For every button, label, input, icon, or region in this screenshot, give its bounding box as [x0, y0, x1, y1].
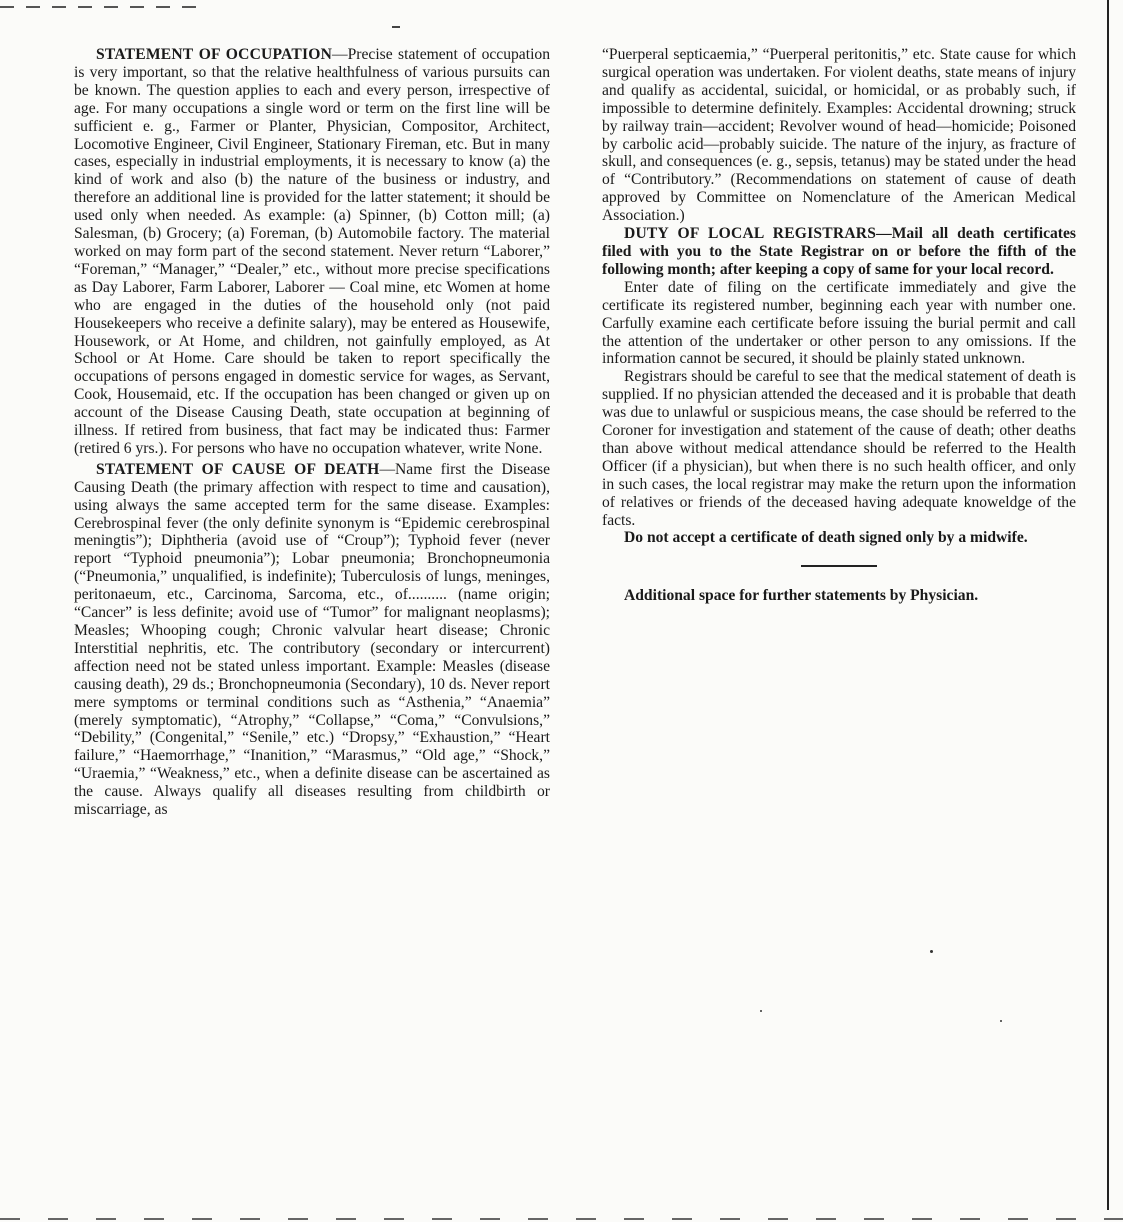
duty-body: —Mail all death certificates filed with you to the State Registrar on or before the fifth of the following month; after keeping a copy of same for your local record.: [602, 225, 1076, 278]
scan-border-top: [0, 6, 200, 8]
scan-speck: [760, 1010, 762, 1012]
occupation-heading: STATEMENT OF OCCUPATION: [96, 46, 333, 63]
left-column: [74, 46, 550, 819]
medical-paragraph: Registrars should be careful to see that the medical statement of death is supplied. If no physician attended the deceased and it is probable that death was due to unlawful or suspicious means, the case should be referred to the Coroner for investigation and statement of the cause of death; other deaths than above without medical attendance should be referred to the Health Officer (if a physician), but when there is no such health officer, and only in such cases, the local registrar may make the return upon the information of relatives or friends of the deceased having adequate knoweldge of the facts.: [602, 368, 1076, 529]
right-column: [602, 46, 1076, 605]
additional-space-label: Additional space for further statements by Physician.: [624, 587, 979, 605]
scan-speck: [1000, 1020, 1002, 1022]
midwife-paragraph: Do not accept a certificate of death signed only by a midwife.: [624, 529, 1028, 547]
scan-mark: [392, 26, 400, 28]
cause-continued: “Puerperal septicaemia,” “Puerperal peritonitis,” etc. State cause for which surgical operation was undertaken. For violent deaths, state means of injury and qualify as accidental, suicidal, or homicidal, or as probably such, if impossible to determine definitely. Examples: Accidental drowning; struck by railway train—accident; Revolver wound of head—homicide; Poisoned by carbolic acid—probably suicide. The nature of the injury, as fracture of skull, and consequences (e. g., sepsis, tetanus) may be stated under the head of “Contributory.” (Recommendations on statement of cause of death approved by Committee on Nomenclature of the American Medical Association.): [602, 46, 1076, 225]
occupation-body: —Precise statement of occupation is very important, so that the relative healthfulness of various pursuits can be known. The question applies to each and every person, irrespective of age. For many occupations a single word or term on the first line will be sufficient e. g., Farmer or Planter, Physician, Compositor, Architect, Locomotive Engineer, Civil Engineer, Stationary Fireman, etc. But in many cases, especially in industrial employments, it is necessary to know (a) the kind of work and also (b) the nature of the business or industry, and therefore an additional line is provided for the latter statement; it should be used only when needed. As example: (a) Spinner, (b) Cotton mill; (a) Salesman, (b) Grocery; (a) Foreman, (b) Automobile factory. The material worked on may form part of the second statement. Never return “Laborer,” “Foreman,” “Manager,” “Dealer,” etc., without more precise specifications as Day Laborer, Farm Laborer, Laborer — Coal mine, etc Women at home who are engaged in the duties of the household only (not paid Housekeepers who receive a definite salary), may be entered as Housewife, Housework, or At Home, and children, not gainfully employed, as At School or At Home. Care should be taken to report specifically the occupations of persons engaged in domestic service for wages, as Servant, Cook, Housemaid, etc. If the occupation has been changed or given up on account of the Disease Causing Death, state occupation at beginning of illness. If retired from business, that fact may be indicated thus: Farmer (retired 6 yrs.). For persons who have no occupation whatever, write None.: [74, 46, 550, 457]
occupation-section: [74, 46, 550, 458]
cause-body: —Name first the Disease Causing Death (the primary affection with respect to time and causation), using always the same accepted term for the same disease. Examples: Cerebrospinal fever (the only definite synonym is “Epidemic cerebrospinal meningtis”); Diphtheria (avoid use of “Croup”); Typhoid fever (never report “Typhoid pneumonia”); Lobar pneumonia; Bronchopneumonia (“Pneumonia,” unqualified, is indefinite); Tuberculosis of lungs, meninges, peritonaeum, etc., Carcinoma, Sarcoma, etc., of.......... (name origin; “Cancer” is less definite; avoid use of “Tumor” for malignant neoplasms); Measles; Whooping cough; Chronic valvular heart disease; Chronic Interstitial nephritis, etc. The contributory (secondary or intercurrent) affection need not be stated unless important. Example: Measles (disease causing death), 29 ds.; Bronchopneumonia (Secondary), 10 ds. Never report mere symptoms or terminal conditions such as “Asthenia,” “Anaemia” (merely symptomatic), “Atrophy,” “Collapse,” “Coma,” “Convulsions,” “Debility,” (Congenital,” “Senile,” etc.) “Dropsy,” “Exhaustion,” “Heart failure,” “Haemorrhage,” “Inanition,” “Marasmus,” “Old age,” “Shock,” “Uraemia,” “Weakness,” etc., when a definite disease can be ascertained as the cause. Always qualify all diseases resulting from childbirth or miscarriage, as: [74, 460, 551, 819]
section-divider: [801, 565, 877, 567]
cause-section: [74, 461, 550, 819]
duty-section: [602, 225, 1076, 279]
filing-paragraph: Enter date of filing on the certificate immediately and give the certificate its registered number, beginning each year with number one. Carfully examine each certificate before issuing the burial permit and call the attention of the undertaker or other person to any omissions. If the information cannot be secured, it should be plainly stated unknown.: [602, 278, 1076, 368]
duty-heading: DUTY OF LOCAL REGISTRARS: [624, 225, 877, 243]
cause-heading: STATEMENT OF CAUSE OF DEATH: [96, 460, 380, 478]
scan-border-right: [1107, 0, 1109, 1210]
scan-speck: [930, 950, 933, 953]
scan-border-bottom: [0, 1218, 1123, 1220]
